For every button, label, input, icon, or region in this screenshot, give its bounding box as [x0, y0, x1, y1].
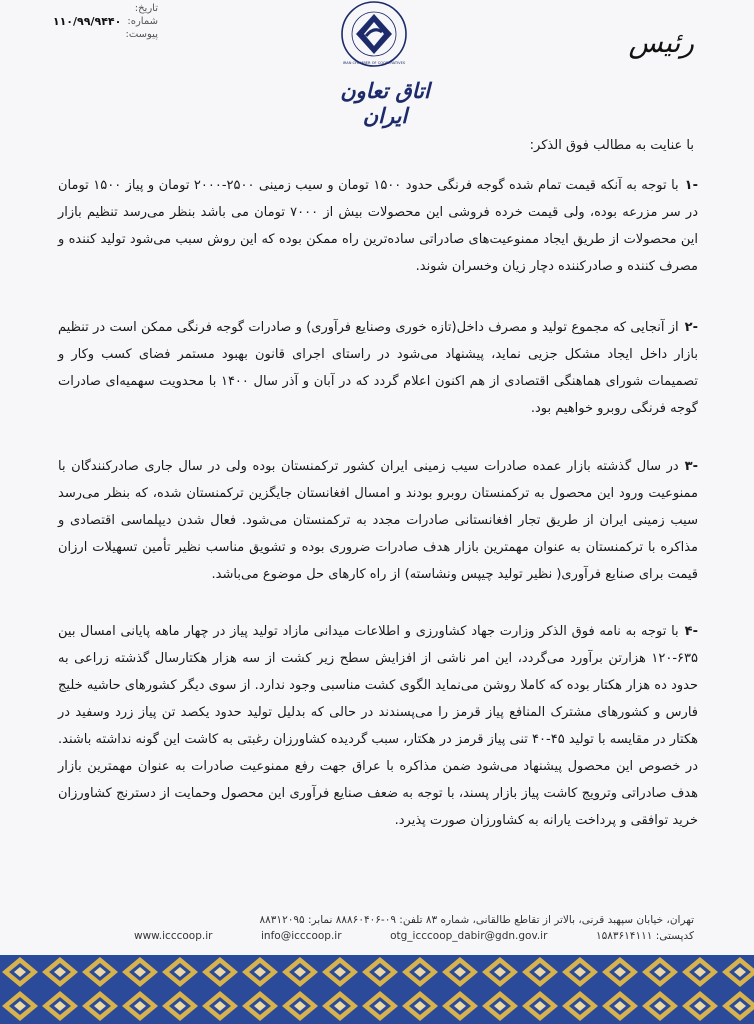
org-name: اتاق تعاون ایران — [340, 78, 430, 128]
letter-number: ۱۱۰/۹۹/۹۴۴۰ — [52, 15, 122, 28]
date-label: تاریخ: — [134, 3, 158, 14]
decorative-border-band — [0, 955, 754, 1024]
email-link-dabir[interactable]: otg_icccoop_dabir@gdn.gov.ir — [390, 930, 548, 942]
paragraph-number: -۱ — [684, 178, 699, 193]
paragraph-1 — [58, 172, 698, 280]
addressee-heading: رئیس — [628, 26, 694, 59]
attachment-label: پیوست: — [125, 29, 158, 40]
paragraph-4 — [58, 618, 698, 834]
intro-line: با عنایت به مطالب فوق الذکر: — [529, 138, 694, 153]
letter-footer — [54, 912, 694, 944]
paragraph-text: در سال گذشته بازار عمده صادرات سیب زمینی ایران کشور ترکمنستان بوده ولی در سال جاری صادرکنندگان با ممنوعیت ورود این محصول به ترکمنستان روبرو بودند و امسال افغانستان جایگزین ترکمنستان شده، که بنظر می‌رسد سیب زمینی ایران از طریق تجار افغانستانی صادرات مجدد به ترکمنستان می‌شود. فعال شدن دیپلماسی اقتصادی و مذاکره با ترکمنستان به عنوان مهمترین بازار هدف صادرات ضروری بوده و تشویق مناسب نظیر تأمین تسهیلات ارزان قیمت برای صنایع فرآوری( نظیر تولید چیپس ونشاسته) از راه کارهای حل موضوع می‌باشد. — [58, 459, 698, 582]
number-label: شماره: — [127, 16, 158, 27]
footer-contacts — [134, 928, 694, 944]
paragraph-3 — [58, 453, 698, 588]
org-logo — [330, 0, 440, 128]
paragraph-text: از آنجایی که مجموع تولید و مصرف داخل(تازه خوری وصنایع فرآوری) و صادرات گوجه فرنگی ممکن است در تنظیم بازار داخل ایجاد مشکل جزیی نماید، پیشنهاد می‌شود در راستای اجرای قانون بهبود مستمر فضای کسب وکار و تصمیمات شورای هماهنگی اقتصادی از هم اکنون اعلام گردد که در آبان و آذر سال ۱۴۰۰ با محدویت سهمیه‌ای صادرات گوجه فرنگی روبرو خواهیم بود. — [58, 320, 698, 416]
paragraph-2 — [58, 314, 698, 422]
cooperative-emblem-icon — [340, 0, 408, 68]
registry-box — [8, 2, 158, 41]
paragraph-number: -۳ — [684, 459, 698, 474]
footer-address: تهران، خیابان سپهبد قرنی، بالاتر از تقاطع طالقانی، شماره ۸۳ تلفن: ۰۹-۸۸۸۶۰۴۰۶ نمابر: ۸۸۳۱۲۰۹۵ — [259, 914, 694, 926]
paragraph-text: با توجه به نامه فوق الذکر وزارت جهاد کشاورزی و اطلاعات میدانی مازاد تولید پیاز در چهار ماهه پایانی امسال بین ۶۳۵-۱۲۰ هزارتن برآورد می‌گردد، این امر ناشی از افزایش سطح زیر کشت از سه هزار هکتارسال گذشته زراعی به حدود ده هزار هکتار بوده که کاملا روشن می‌نماید الگوی کشت مناسبی وجود ندارد. از سوی دیگر کشورهای حاشیه خلیج فارس و کشورهای مشترک المنافع پیاز قرمز را می‌پسندند در حالی که بدلیل تولید حدود یکصد تن پیاز زرد وسفید در هکتار در مقایسه با تولید ۴۵-۴۰ تنی پیاز قرمز در هکتار، سبب گردیده کشاورزان رغبتی به کاشت این گونه نداشته باشند. در خصوص این محصول پیشنهاد می‌شود ضمن مذاکره با عراق جهت رفع ممنوعیت صادرات به عنوان مهمترین بازار هدف صادراتی وترویج کاشت پیاز بازار پسند، با توجه به ضعف صنایع فرآوری این محصول وحمایت از دسترنج کشاورزان خرید توافقی و پرداخت یارانه به کشاورزان صورت پذیرد. — [58, 624, 698, 828]
postal-code: کدپستی: ۱۵۸۳۶۱۴۱۱۱ — [595, 930, 694, 942]
paragraph-text: با توجه به آنکه قیمت تمام شده گوجه فرنگی حدود ۱۵۰۰ تومان و سیب زمینی ۲۵۰۰-۲۰۰۰ تومان و پیاز ۱۵۰۰ تومان در سر مزرعه بوده، ولی قیمت خرده فروشی این محصولات بیش از ۷۰۰۰ تومان می باشد بنظر می‌رسد تنظیم بازار این محصولات از طریق ایجاد ممنوعیت‌های صادراتی ساده‌ترین راه ممکن بوده که این روش سبب می‌شود تولید کننده و مصرف کننده و صادرکننده دچار زیان وخسران شوند. — [58, 178, 698, 274]
paragraph-number: -۲ — [684, 320, 698, 335]
email-link-info[interactable]: info@icccoop.ir — [261, 930, 342, 942]
paragraph-number: -۴ — [684, 624, 698, 639]
emblem-caption: IRAN CHAMBER OF COOPERATIVES — [342, 61, 406, 65]
website-link[interactable]: www.icccoop.ir — [134, 930, 213, 942]
